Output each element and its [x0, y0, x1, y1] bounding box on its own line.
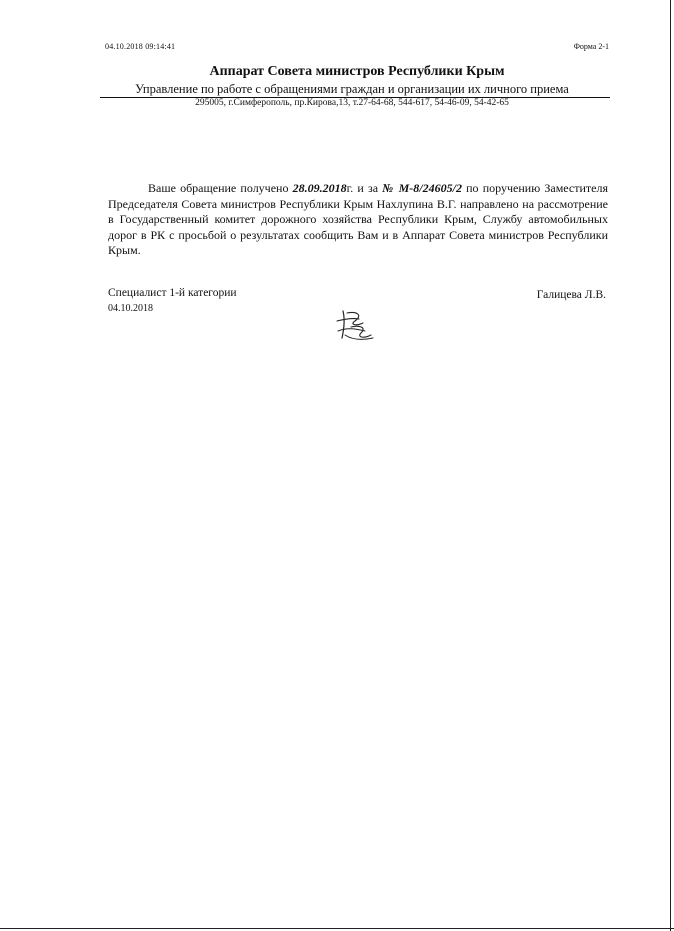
registration-number: № М-8/24605/2: [382, 181, 462, 195]
letter-body: [108, 181, 608, 259]
handwritten-signature: [333, 305, 378, 343]
body-text-part3: по поручению Заместителя Председателя Совета министров Республики Крым Нахлупина В.Г. направлено на рассмотрение в Государственный комитет дорожного хозяйства Республики Крым, Службу автомобильных дорог в РК с просьбой о результатах сообщить Вам и в Аппарат Совета министров Республики Крым.: [108, 181, 608, 257]
form-code: Форма 2-1: [573, 42, 609, 51]
sign-date: 04.10.2018: [108, 303, 153, 314]
signer-position: Специалист 1-й категории: [108, 287, 237, 299]
signer-name: Галицева Л.В.: [536, 289, 606, 301]
page-edge-bottom: [0, 928, 674, 929]
received-date: 28.09.2018: [292, 181, 347, 195]
organization-address: 295005, г.Симферополь, пр.Кирова,13, т.27-64-68, 544-617, 54-46-09, 54-42-65: [195, 98, 509, 108]
organization-name: Аппарат Совета министров Республики Крым: [209, 64, 505, 79]
page-edge-right: [670, 0, 671, 931]
body-text-part1: Ваше обращение получено: [148, 181, 293, 195]
body-text-part2: г. и за: [346, 181, 383, 195]
department-name: Управление по работе с обращениями граждан и организации их личного приема: [135, 82, 569, 96]
print-timestamp: 04.10.2018 09:14:41: [105, 42, 176, 51]
